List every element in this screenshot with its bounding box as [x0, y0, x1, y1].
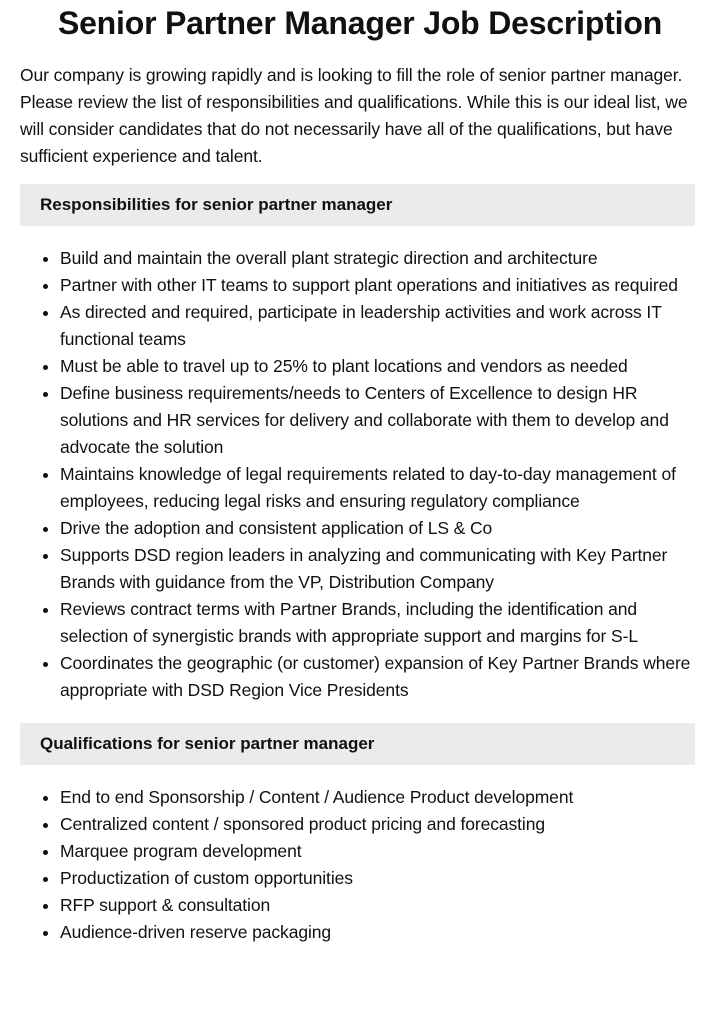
list-item: • Audience-driven reserve packaging: [60, 919, 695, 946]
qualifications-list: [20, 784, 695, 946]
list-item: • Centralized content / sponsored product pricing and forecasting: [60, 811, 695, 838]
list-item: • RFP support & consultation: [60, 892, 695, 919]
list-item: • Coordinates the geographic (or customer) expansion of Key Partner Brands where appropriate with DSD Region Vice Presidents: [60, 650, 695, 704]
list-item: • End to end Sponsorship / Content / Audience Product development: [60, 784, 695, 811]
page-title: Senior Partner Manager Job Description: [57, 5, 663, 41]
list-item: • Maintains knowledge of legal requirements related to day-to-day management of employees, reducing legal risks and ensuring regulatory compliance: [60, 461, 695, 515]
list-item: • Build and maintain the overall plant strategic direction and architecture: [60, 245, 695, 272]
list-item: • Productization of custom opportunities: [60, 865, 695, 892]
intro-paragraph: Our company is growing rapidly and is looking to fill the role of senior partner manager. Please review the list of responsibilities and qualifications. While this is our ideal list, we will consider candidates that do not necessarily have all of the qualifications, but have sufficient experience and talent.: [20, 65, 688, 166]
list-item: • Supports DSD region leaders in analyzing and communicating with Key Partner Brands with guidance from the VP, Distribution Company: [60, 542, 695, 596]
responsibilities-list: [20, 245, 695, 704]
list-item: • As directed and required, participate in leadership activities and work across IT functional teams: [60, 299, 695, 353]
responsibilities-heading: Responsibilities for senior partner manager: [20, 184, 695, 226]
qualifications-heading: Qualifications for senior partner manager: [20, 723, 695, 765]
list-item: • Must be able to travel up to 25% to plant locations and vendors as needed: [60, 353, 695, 380]
list-item: • Marquee program development: [60, 838, 695, 865]
list-item: • Drive the adoption and consistent application of LS & Co: [60, 515, 695, 542]
list-item: • Reviews contract terms with Partner Brands, including the identification and selection of synergistic brands with appropriate support and margins for S-L: [60, 596, 695, 650]
list-item: • Define business requirements/needs to Centers of Excellence to design HR solutions and HR services for delivery and collaborate with them to develop and advocate the solution: [60, 380, 695, 461]
list-item: • Partner with other IT teams to support plant operations and initiatives as required: [60, 272, 695, 299]
